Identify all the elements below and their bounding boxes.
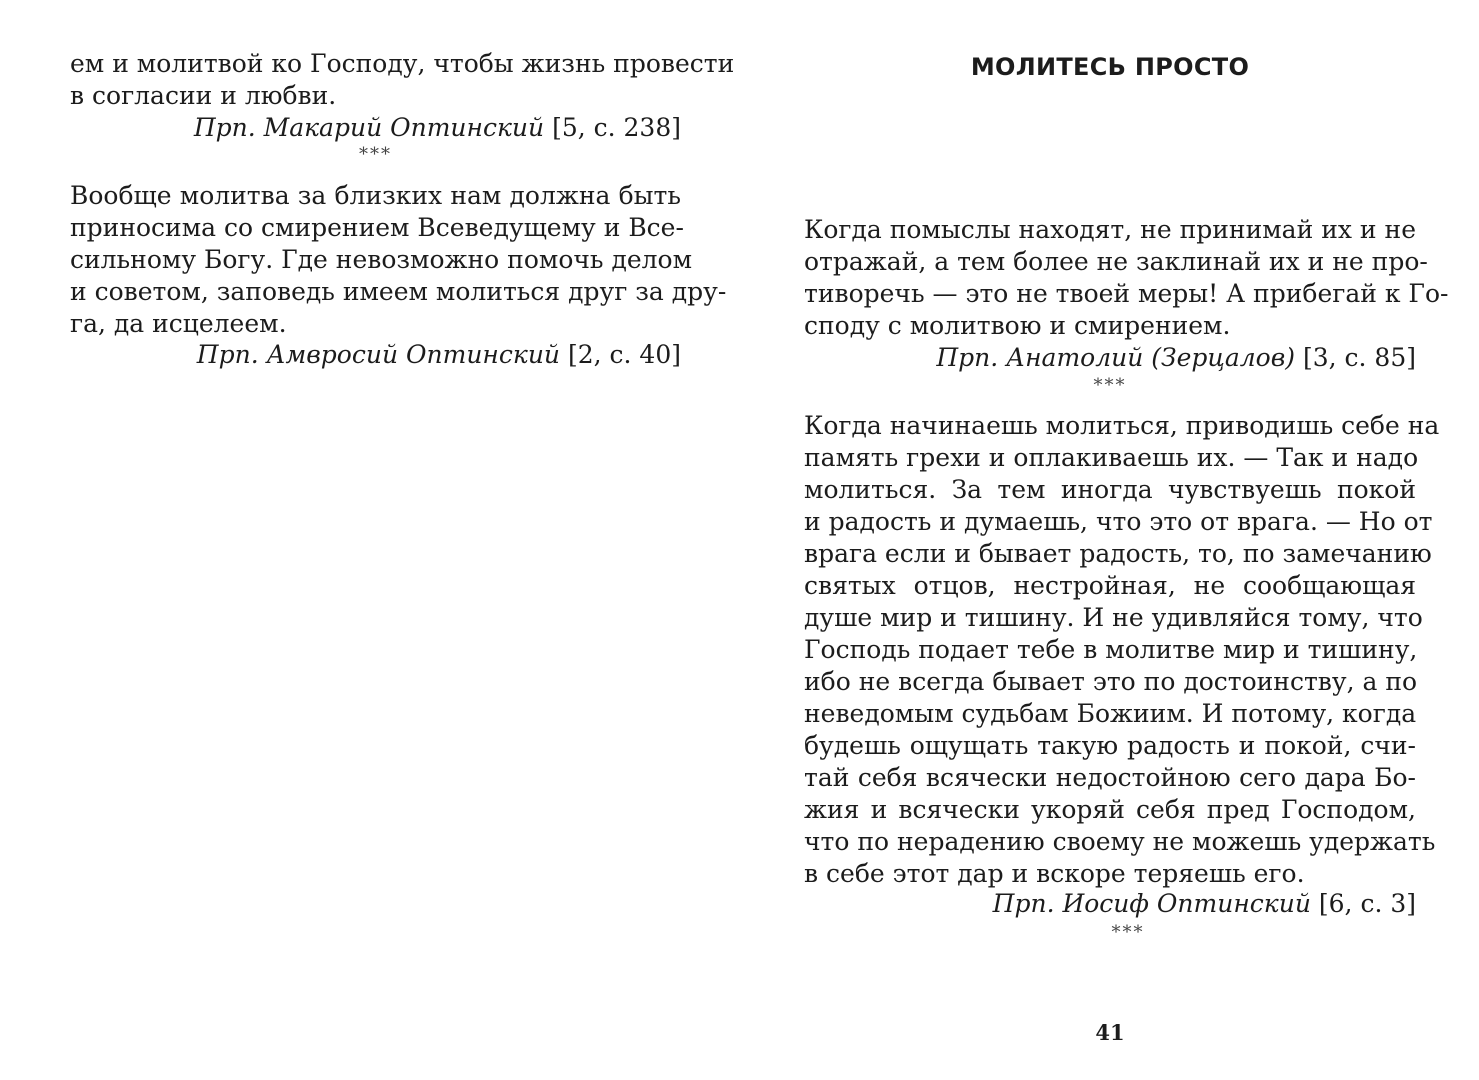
text-line: жия и всячески укоряй себя пред Господом, [804, 795, 1416, 824]
quote-block [804, 410, 1440, 890]
text-line: будешь ощущать такую радость и покой, счи- [804, 731, 1416, 760]
attribution [70, 112, 681, 144]
left-page [70, 0, 735, 1080]
text-line: что по нерадению своему не можешь удержать [804, 827, 1436, 856]
right-page [804, 0, 1449, 1080]
text-line: святых отцов, нестройная, не сообщающая [804, 571, 1416, 600]
attribution-ref: [2, с. 40] [567, 340, 681, 369]
separator: *** [1111, 922, 1145, 943]
text-line: Господь подает тебе в молитве мир и тишину, [804, 635, 1418, 664]
text-line: отражай, а тем более не заклинай их и не про- [804, 247, 1428, 276]
continuation-text [70, 48, 735, 112]
attribution-author: Прп. Анатолий (Зерцалов) [936, 343, 1296, 372]
text-line: душе мир и тишину. И не удивляйся тому, что [804, 603, 1423, 632]
attribution [70, 339, 681, 371]
attribution [804, 342, 1416, 374]
text-line: га, да исцелеем. [70, 309, 287, 338]
attribution-ref: [6, с. 3] [1318, 889, 1416, 918]
page-title: МОЛИТЕСЬ ПРОСТО [970, 53, 1250, 81]
text-line: сильному Богу. Где невозможно помочь делом [70, 245, 693, 274]
attribution-author: Прп. Иосиф Оптинский [992, 889, 1311, 918]
text-line: Вообще молитва за близких нам должна быть [70, 181, 681, 210]
text-line: врага если и бывает радость, то, по замечанию [804, 539, 1432, 568]
text-line: и радость и думаешь, что это от врага. — Но от [804, 507, 1433, 536]
attribution-ref: [3, с. 85] [1302, 343, 1416, 372]
text-line: молиться. За тем иногда чувствуешь покой [804, 475, 1416, 504]
text-line: приносима со смирением Всеведущему и Все- [70, 213, 684, 242]
attribution-ref: [5, с. 238] [552, 113, 681, 142]
separator: *** [1093, 375, 1127, 396]
text-line: тай себя всячески недостойною сего дара Бо- [804, 763, 1416, 792]
text-line: Когда начинаешь молиться, приводишь себе на [804, 411, 1440, 440]
attribution-author: Прп. Амвросий Оптинский [196, 340, 561, 369]
text-line: Когда помыслы находят, не принимай их и не [804, 215, 1416, 244]
text-line: память грехи и оплакиваешь их. — Так и надо [804, 443, 1419, 472]
text-line: и советом, заповедь имеем молиться друг за дру- [70, 277, 727, 306]
text-line: тиворечь — это не твоей меры! А прибегай к Го- [804, 279, 1449, 308]
text-line: споду с молитвою и смирением. [804, 311, 1231, 340]
separator: *** [359, 144, 392, 165]
quote-block [804, 214, 1449, 342]
text-line: ибо не всегда бывает это по достоинству, а по [804, 667, 1418, 696]
attribution [804, 888, 1416, 920]
page-number: 41 [1095, 1020, 1125, 1045]
attribution-author: Прп. Макарий Оптинский [193, 113, 545, 142]
quote-block [70, 180, 727, 340]
text-line: в себе этот дар и вскоре теряешь его. [804, 859, 1305, 888]
text-line: в согласии и любви. [70, 81, 337, 110]
text-line: ем и молитвой ко Господу, чтобы жизнь провести [70, 49, 735, 78]
text-line: неведомым судьбам Божиим. И потому, когда [804, 699, 1417, 728]
